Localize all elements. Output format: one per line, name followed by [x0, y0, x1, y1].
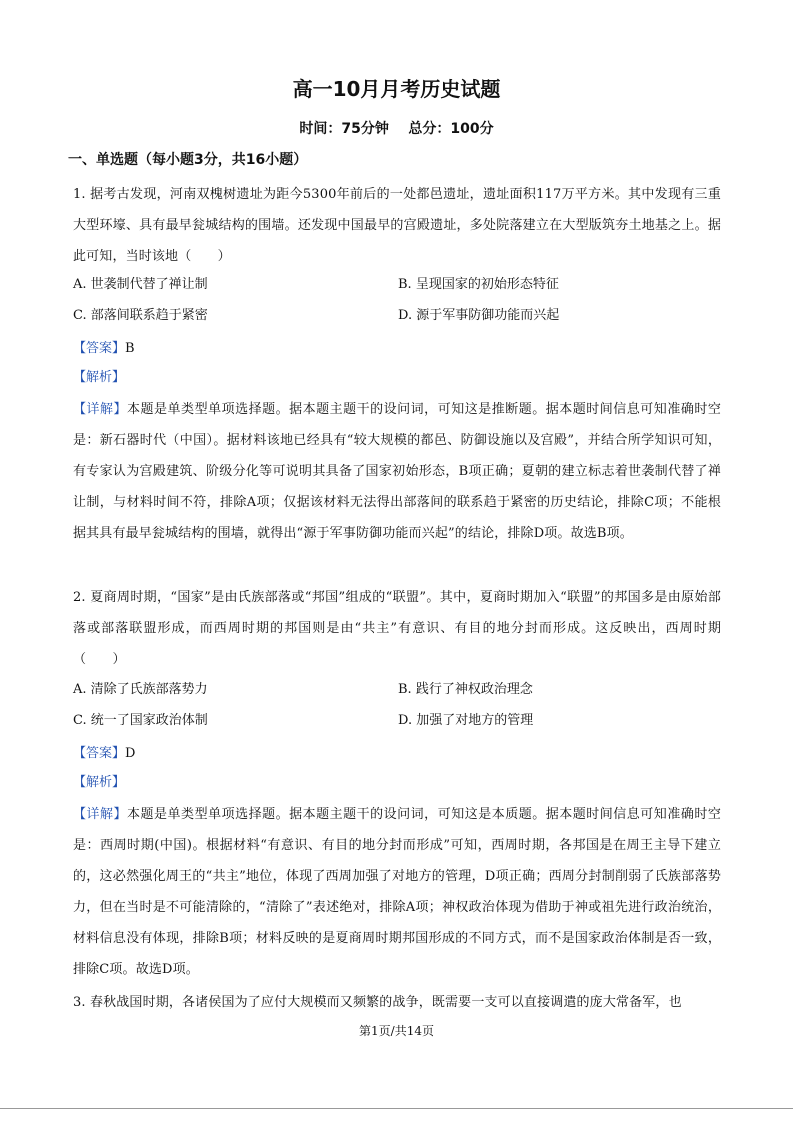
question-stem: 2. 夏商周时期，“国家”是由氏族部落或“邦国”组成的“联盟”。其中，夏商时期加入“联盟”的邦国多是由原始部落或部落联盟形成，而西周时期的邦国则是由“共主”有意识、有目的地分封而形成。这反映出，西周时期（ ） — [73, 590, 721, 667]
detail-text: 本题是单类型单项选择题。据本题主题干的设问词，可知这是推断题。据本题时间信息可知准确时空是：新石器时代（中国）。据材料该地已经具有“较大规模的都邑、防御设施以及宫殿”，并结合所学知识可知，有专家认为宫殿建筑、阶级分化等可说明其具备了国家初始形态，B项正确；夏朝的建立标志着世袭制代替了禅让制，与材料时间不符，排除A项；仅据该材料无法得出部落间的联系趋于紧密的历史结论，排除C项；不能根据其具有最早瓮城结构的围墙，就得出“源于军事防御功能而兴起”的结论，排除D项。故选B项。 — [73, 402, 721, 541]
question-stem: 3. 春秋战国时期，各诸侯国为了应付大规模而又频繁的战争，既需要一支可以直接调遣的庞大常备军，也 — [73, 995, 682, 1010]
option-a: A. 世袭制代替了禅让制 — [73, 277, 208, 292]
detail-label: 【详解】 — [73, 402, 128, 417]
detail-label: 【详解】 — [73, 807, 128, 822]
section-title: 一、单选题（每小题3分，共16小题） — [68, 152, 308, 168]
detail-2 — [73, 799, 721, 985]
analysis-label: 【解析】 — [73, 370, 126, 385]
question-2 — [73, 582, 721, 675]
question-1-options — [73, 269, 721, 331]
answer-value: B — [125, 341, 135, 356]
question-2-options — [73, 674, 721, 736]
answer-2 — [73, 743, 135, 765]
option-a: A. 清除了氏族部落势力 — [73, 682, 208, 697]
analysis-label: 【解析】 — [73, 775, 126, 790]
option-b: B. 呈现国家的初始形态特征 — [398, 277, 559, 292]
bottom-divider — [0, 1108, 793, 1109]
question-stem: 1. 据考古发现，河南双槐树遗址为距今5300年前后的一处都邑遗址，遗址面积117万平方米。其中发现有三重大型环壕、具有最早瓮城结构的围墙。还发现中国最早的宫殿遗址，多处院落建立在大型版筑夯土地基之上。据此可知，当时该地（ ） — [73, 187, 721, 264]
detail-1 — [73, 394, 721, 549]
analysis-label-2 — [73, 772, 125, 794]
answer-label: 【答案】 — [73, 746, 126, 761]
page-footer: 第1页/共14页 — [359, 1024, 434, 1038]
option-c: C. 统一了国家政治体制 — [73, 713, 208, 728]
detail-text: 本题是单类型单项选择题。据本题主题干的设问词，可知这是本质题。据本题时间信息可知准确时空是：西周时期(中国)。根据材料“有意识、有目的地分封而形成”可知，西周时期，各邦国是在周王主导下建立的，这必然强化周王的“共主”地位，体现了西周加强了对地方的管理，D项正确；西周分封制削弱了氏族部落势力，但在当时是不可能清除的，“清除了”表述绝对，排除A项；神权政治体现为借助于神或祖先进行政治统治，材料信息没有体现，排除B项；材料反映的是夏商周时期邦国形成的不同方式，而不是国家政治体制是否一致，排除C项。故选D项。 — [73, 807, 721, 977]
answer-value: D — [125, 746, 136, 761]
question-1 — [73, 179, 721, 272]
exam-time-score: 时间：75分钟 总分：100分 — [299, 121, 494, 137]
analysis-label-1 — [73, 367, 125, 389]
option-d: D. 加强了对地方的管理 — [398, 713, 534, 728]
page-title: 高一10月月考历史试题 — [292, 77, 501, 101]
option-b: B. 践行了神权政治理念 — [398, 682, 533, 697]
option-d: D. 源于军事防御功能而兴起 — [398, 308, 560, 323]
answer-label: 【答案】 — [73, 341, 126, 356]
option-c: C. 部落间联系趋于紧密 — [73, 308, 208, 323]
answer-1 — [73, 338, 135, 360]
question-3 — [73, 987, 721, 1018]
